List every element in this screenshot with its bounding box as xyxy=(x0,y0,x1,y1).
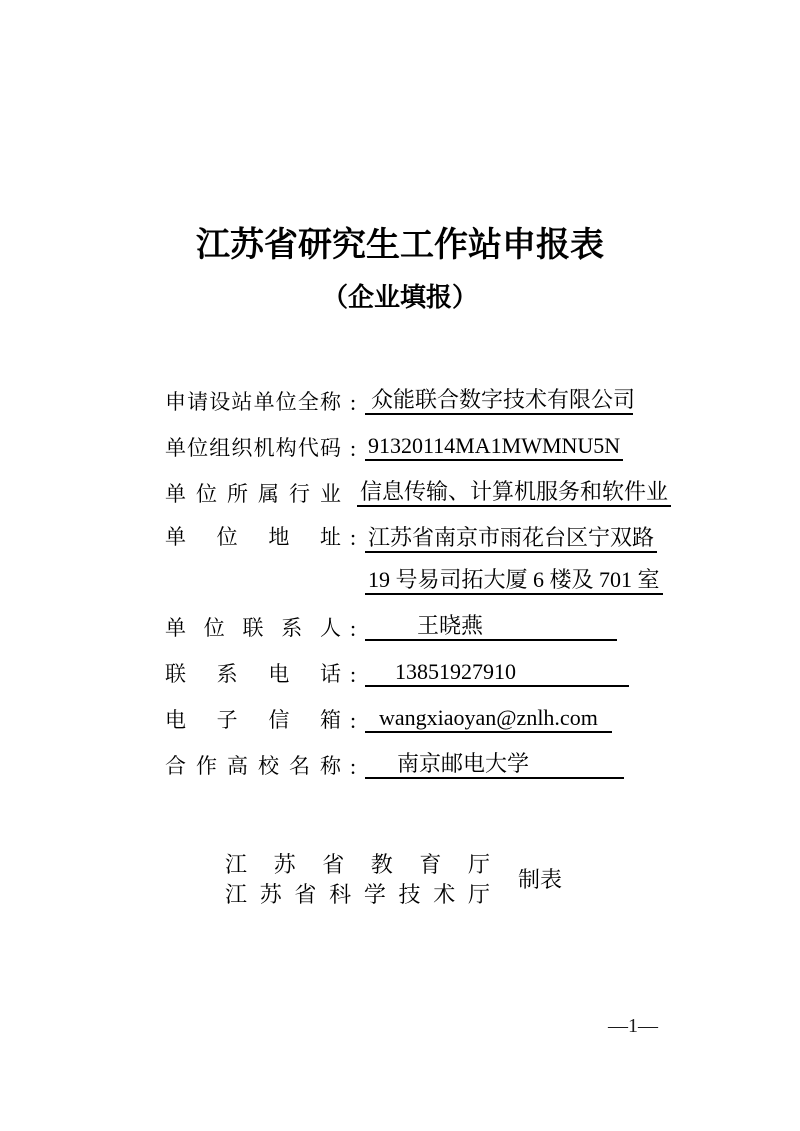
email-label: 电子信箱 xyxy=(165,708,341,732)
issuing-authority-names xyxy=(225,850,490,910)
contact-phone-value: 13851927910 xyxy=(365,659,629,687)
form-row-industry xyxy=(165,479,669,507)
page-number: —1— xyxy=(608,1015,658,1037)
form-row-contact-person xyxy=(165,613,655,641)
unit-address-line-2: 19 号易司拓大厦 6 楼及 701 室 xyxy=(365,567,663,595)
form-row-email xyxy=(165,705,655,733)
organization-code-separator: : xyxy=(349,436,357,461)
form-row-unit-address xyxy=(165,525,660,595)
industry-value: 信息传输、计算机服务和软件业 xyxy=(357,479,671,507)
form-row-applicant-unit-name xyxy=(165,387,655,415)
unit-address-label: 单位地址 xyxy=(165,525,341,549)
application-form xyxy=(165,387,669,797)
science-technology-department-line: 江苏省科学技术厅 xyxy=(225,882,490,907)
partner-university-label: 合作高校名称 xyxy=(165,754,341,778)
email-value: wangxiaoyan@znlh.com xyxy=(365,705,612,733)
partner-university-value: 南京邮电大学 xyxy=(365,751,624,779)
document-title: 江苏省研究生工作站申报表 xyxy=(196,227,604,264)
education-department-line: 江苏省教育厅 xyxy=(225,852,490,877)
contact-phone-separator: : xyxy=(349,662,357,687)
form-row-contact-phone xyxy=(165,659,655,687)
applicant-unit-name-separator: : xyxy=(349,390,357,415)
partner-university-separator: : xyxy=(349,754,357,779)
contact-person-separator: : xyxy=(349,616,357,641)
contact-phone-label: 联系电话 xyxy=(165,662,341,686)
unit-address-separator: : xyxy=(349,525,357,550)
form-row-organization-code xyxy=(165,433,655,461)
unit-address-value xyxy=(365,525,663,595)
document-subtitle: （企业填报） xyxy=(321,283,478,312)
organization-code-label: 单位组织机构代码 xyxy=(165,436,341,460)
contact-person-label: 单位联系人 xyxy=(165,616,341,640)
applicant-unit-name-value: 众能联合数字技术有限公司 xyxy=(365,387,633,415)
applicant-unit-name-label: 申请设站单位全称 xyxy=(165,390,341,414)
unit-address-line-1: 江苏省南京市雨花台区宁双路 xyxy=(365,525,657,553)
industry-label: 单位所属行业 xyxy=(165,482,341,506)
form-row-partner-university xyxy=(165,751,655,779)
organization-code-value: 91320114MA1MWMNU5N xyxy=(365,433,623,461)
issuing-authorities xyxy=(225,850,562,910)
email-separator: : xyxy=(349,708,357,733)
form-produced-by-label: 制表 xyxy=(518,867,563,892)
contact-person-value: 王晓燕 xyxy=(365,613,617,641)
